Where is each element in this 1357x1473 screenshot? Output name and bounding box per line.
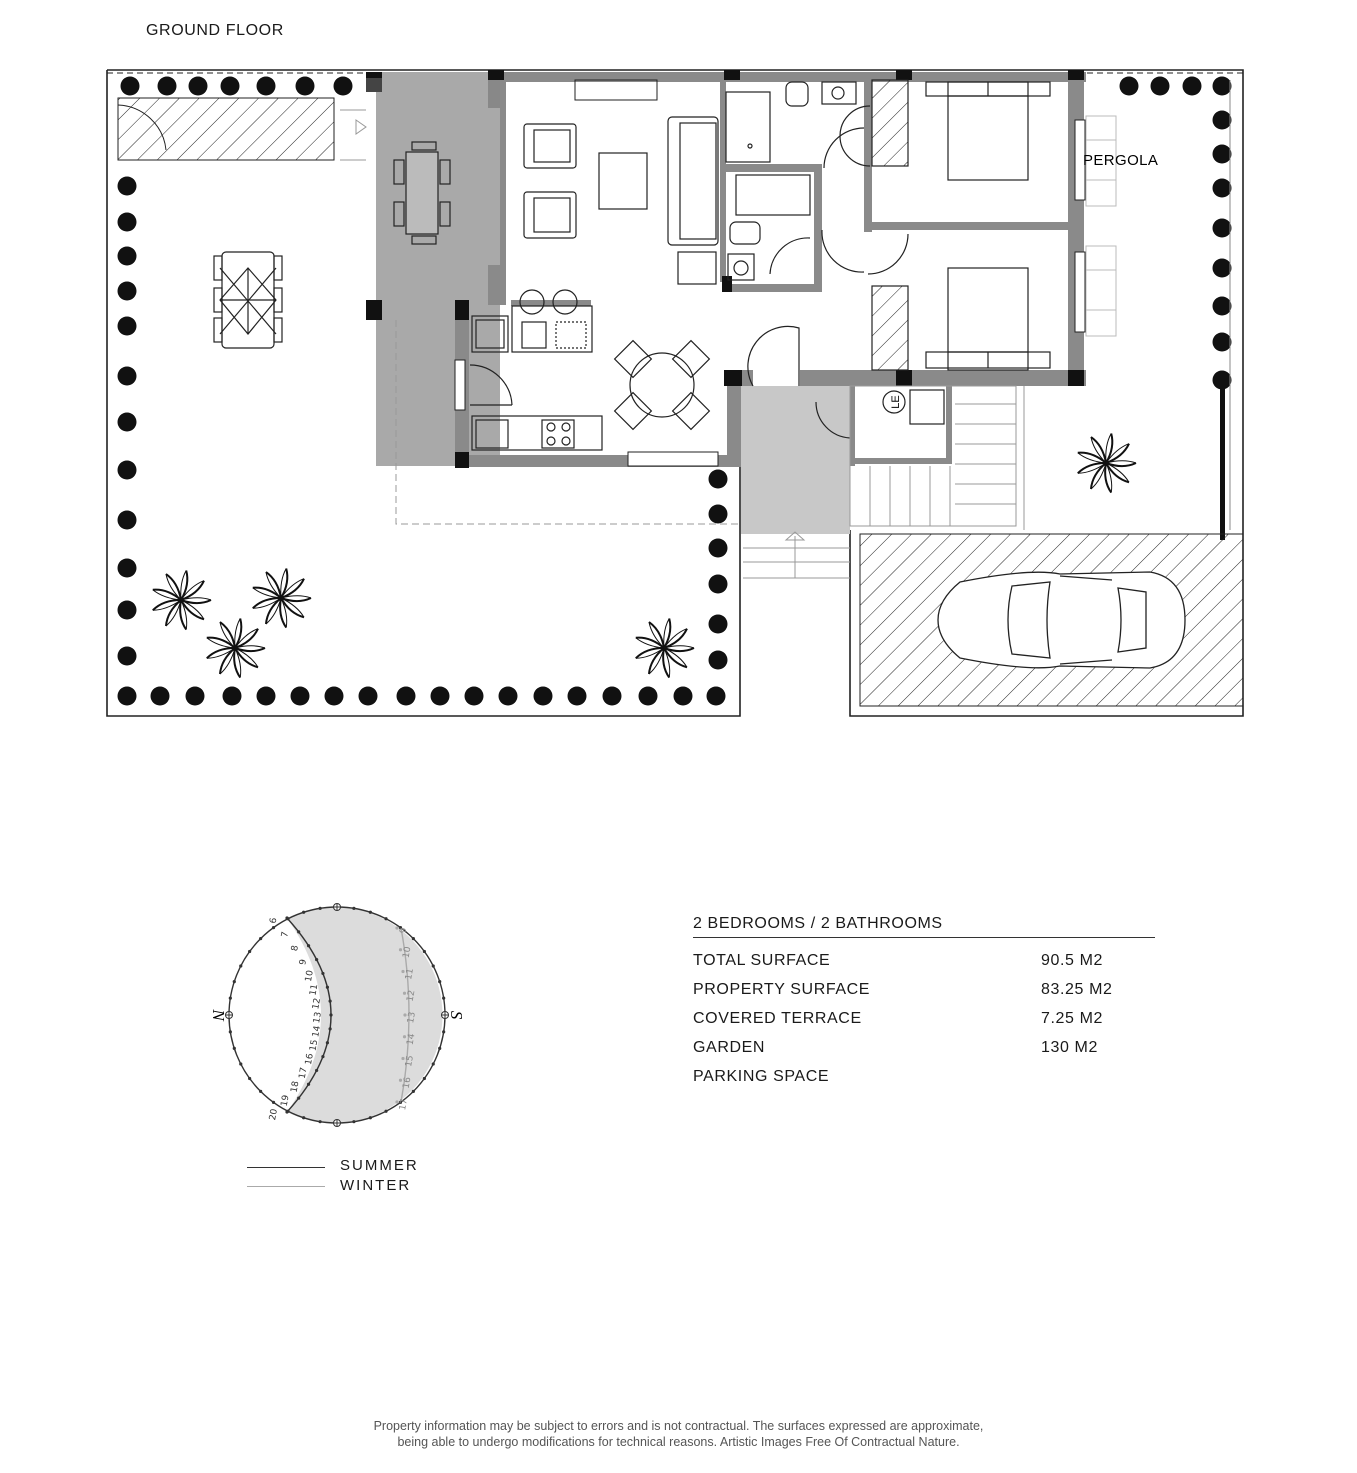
circle-tick	[239, 964, 242, 967]
summer-hour-label: 6	[268, 916, 280, 925]
winter-hour-tick	[401, 1057, 404, 1060]
daylight-area	[287, 907, 442, 1123]
circle-tick	[248, 1077, 251, 1080]
summer-hour-tick	[329, 1000, 332, 1003]
circle-tick	[352, 1120, 355, 1123]
spec-value: 130 M2	[1041, 1039, 1098, 1056]
meter-label: LE	[890, 395, 902, 409]
summer-hour-label: 9	[298, 958, 310, 966]
hedge-dot	[465, 687, 484, 706]
hedge-dot	[674, 687, 693, 706]
hedge-dot	[709, 615, 728, 634]
hedge-dot	[151, 687, 170, 706]
winter-hour-tick	[401, 970, 404, 973]
winter-hour-tick	[395, 1100, 398, 1103]
circle-tick	[302, 911, 305, 914]
summer-hour-label: 12	[311, 997, 324, 1011]
entrance-walkway	[741, 386, 850, 534]
circle-tick	[229, 1030, 232, 1033]
hedge-dot	[709, 470, 728, 489]
specs-heading: 2 BEDROOMS / 2 BATHROOMS	[693, 915, 1155, 938]
hedge-dot	[1183, 77, 1202, 96]
hedge-dot	[118, 601, 137, 620]
disclaimer-line-1: Property information may be subject to errors and is not contractual. The surfaces expressed are approximate,	[373, 1419, 984, 1433]
summer-hour-tick	[285, 1110, 288, 1113]
hedge-dot	[709, 505, 728, 524]
hedge-dot	[431, 687, 450, 706]
hedge-dot	[603, 687, 622, 706]
summer-hour-label: 10	[304, 969, 316, 983]
hedge-dot	[223, 687, 242, 706]
circle-tick	[442, 1030, 445, 1033]
summer-hour-tick	[321, 1055, 324, 1058]
hedge-dot	[707, 687, 726, 706]
winter-hour-tick	[403, 992, 406, 995]
circle-tick	[239, 1062, 242, 1065]
hedge-dot	[121, 77, 140, 96]
circle-tick	[438, 1047, 441, 1050]
summer-hour-tick	[307, 944, 310, 947]
summer-hour-tick	[297, 1097, 300, 1100]
winter-hour-label: 15	[404, 1054, 416, 1068]
hedge-dot	[1151, 77, 1170, 96]
spec-label: COVERED TERRACE	[693, 1010, 862, 1027]
circle-tick	[384, 917, 387, 920]
disclaimer-line-2: being able to undergo modifications for technical reasons. Artistic Images Free Of Contractual Nature.	[397, 1435, 960, 1449]
hedge-dot	[1213, 259, 1232, 278]
hedge-dot	[118, 413, 137, 432]
specs-table	[693, 915, 1155, 1097]
north-label: N	[209, 1009, 228, 1021]
summer-hour-label: 11	[308, 983, 321, 997]
summer-hour-tick	[326, 986, 329, 989]
circle-tick	[438, 980, 441, 983]
winter-hour-label: 10	[401, 945, 414, 959]
circle-tick	[272, 926, 275, 929]
hedge-dot	[118, 247, 137, 266]
hedge-dot	[639, 687, 658, 706]
garden-dining-set	[214, 252, 282, 348]
summer-hour-label: 17	[297, 1066, 310, 1080]
summer-hour-label: 15	[308, 1038, 321, 1052]
winter-hour-tick	[399, 948, 402, 951]
hedge-dot	[118, 317, 137, 336]
summer-hour-label: 18	[289, 1080, 302, 1094]
summer-hour-label: 19	[279, 1094, 292, 1108]
hedge-dot	[1213, 297, 1232, 316]
palm-tree-icon	[207, 618, 265, 677]
hedge-dot	[118, 367, 137, 386]
circle-tick	[259, 937, 262, 940]
spec-label: PARKING SPACE	[693, 1068, 830, 1085]
spec-row	[693, 1010, 1155, 1039]
winter-hour-label: 14	[405, 1032, 418, 1046]
hedge-dot	[221, 77, 240, 96]
circle-tick	[302, 1116, 305, 1119]
hedge-dot	[257, 77, 276, 96]
spec-value: 90.5 M2	[1041, 952, 1104, 969]
circle-tick	[229, 997, 232, 1000]
hedge-dot	[296, 77, 315, 96]
hedge-dot	[1213, 219, 1232, 238]
hedge-dot	[709, 575, 728, 594]
covered-terrace	[376, 72, 500, 466]
circle-tick	[352, 907, 355, 910]
dining-table	[615, 341, 710, 430]
hedge-dot	[325, 687, 344, 706]
palm-tree-icon	[253, 568, 311, 627]
hedge-dot	[1213, 333, 1232, 352]
hedge-dot	[118, 647, 137, 666]
summer-hour-tick	[285, 916, 288, 919]
circle-tick	[412, 1090, 415, 1093]
summer-hour-tick	[329, 1027, 332, 1030]
summer-hour-label: 20	[268, 1108, 280, 1122]
summer-hour-tick	[326, 1041, 329, 1044]
winter-hour-label: 13	[406, 1011, 418, 1025]
summer-hour-tick	[321, 972, 324, 975]
south-label: S	[447, 1010, 466, 1020]
winter-hour-label: 12	[405, 989, 418, 1003]
hedge-dot	[118, 282, 137, 301]
winter-hour-tick	[395, 926, 398, 929]
spec-row	[693, 1068, 1155, 1097]
circle-tick	[423, 950, 426, 953]
hedge-dot	[118, 213, 137, 232]
spec-value: 7.25 M2	[1041, 1010, 1104, 1027]
hedge-dot	[186, 687, 205, 706]
circle-tick	[432, 964, 435, 967]
summer-hour-label: 7	[280, 930, 292, 939]
summer-hour-tick	[297, 930, 300, 933]
hedge-dot	[534, 687, 553, 706]
summer-hour-tick	[315, 1069, 318, 1072]
floor-plan	[0, 0, 1357, 730]
hedge-dot	[1213, 179, 1232, 198]
summer-hour-tick	[315, 958, 318, 961]
bathrooms	[726, 82, 864, 280]
circle-tick	[369, 1116, 372, 1119]
hedge-dot	[158, 77, 177, 96]
winter-hour-label: 11	[404, 967, 416, 981]
winter-hour-label: 9	[398, 926, 410, 935]
winter-label: WINTER	[340, 1177, 412, 1194]
circle-tick	[423, 1077, 426, 1080]
circle-tick	[412, 937, 415, 940]
hedge-dot	[257, 687, 276, 706]
winter-hour-tick	[403, 1013, 406, 1016]
hedge-dot	[118, 461, 137, 480]
disclaimer	[0, 1418, 1357, 1450]
palm-tree-icon	[636, 618, 694, 677]
hedge-dot	[709, 651, 728, 670]
hedge-dot	[1213, 77, 1232, 96]
winter-hour-tick	[399, 1079, 402, 1082]
summer-hour-tick	[329, 1013, 332, 1016]
circle-tick	[259, 1090, 262, 1093]
circle-tick	[248, 950, 251, 953]
circle-tick	[319, 1120, 322, 1123]
sun-path-diagram	[195, 895, 485, 1135]
car-icon	[938, 572, 1185, 668]
spec-row	[693, 1039, 1155, 1068]
hedge-dot	[291, 687, 310, 706]
summer-hour-label: 14	[311, 1025, 324, 1039]
circle-tick	[432, 1062, 435, 1065]
palm-tree-icon	[1078, 433, 1136, 492]
summer-hour-label: 16	[304, 1052, 316, 1066]
spec-label: GARDEN	[693, 1039, 766, 1056]
circle-tick	[442, 997, 445, 1000]
hedge-dot	[1213, 111, 1232, 130]
summer-hour-label: 13	[312, 1011, 324, 1025]
summer-label: SUMMER	[340, 1157, 419, 1174]
spec-label: TOTAL SURFACE	[693, 952, 831, 969]
storage-area	[118, 98, 334, 160]
hedge-dot	[499, 687, 518, 706]
summer-hour-label: 8	[290, 944, 302, 953]
hedge-dot	[334, 77, 353, 96]
hedge-dot	[709, 539, 728, 558]
winter-line	[247, 1186, 325, 1187]
winter-hour-tick	[403, 1035, 406, 1038]
circle-tick	[233, 1047, 236, 1050]
hedge-dot	[118, 687, 137, 706]
summer-hour-tick	[307, 1083, 310, 1086]
hedge-dot	[1120, 77, 1139, 96]
hedge-dot	[189, 77, 208, 96]
summer-line	[247, 1167, 325, 1168]
floor-title: GROUND FLOOR	[146, 22, 284, 39]
spec-row	[693, 981, 1155, 1010]
living-furniture	[524, 117, 718, 284]
hedge-dot	[359, 687, 378, 706]
hedge-dot	[118, 511, 137, 530]
pergola-label: PERGOLA	[1083, 152, 1159, 169]
circle-tick	[369, 911, 372, 914]
circle-tick	[319, 907, 322, 910]
hedge-dot	[118, 177, 137, 196]
hedge-dot	[397, 687, 416, 706]
hedge-dot	[118, 559, 137, 578]
spec-label: PROPERTY SURFACE	[693, 981, 871, 998]
hedge-dot	[568, 687, 587, 706]
spec-value: 83.25 M2	[1041, 981, 1113, 998]
circle-tick	[233, 980, 236, 983]
hedge-dot	[1213, 145, 1232, 164]
pergola	[1086, 116, 1116, 336]
palm-tree-icon	[153, 570, 211, 629]
winter-hour-label: 17	[398, 1098, 410, 1112]
circle-tick	[384, 1110, 387, 1113]
circle-tick	[272, 1101, 275, 1104]
spec-row	[693, 952, 1155, 981]
winter-hour-label: 16	[401, 1076, 414, 1090]
